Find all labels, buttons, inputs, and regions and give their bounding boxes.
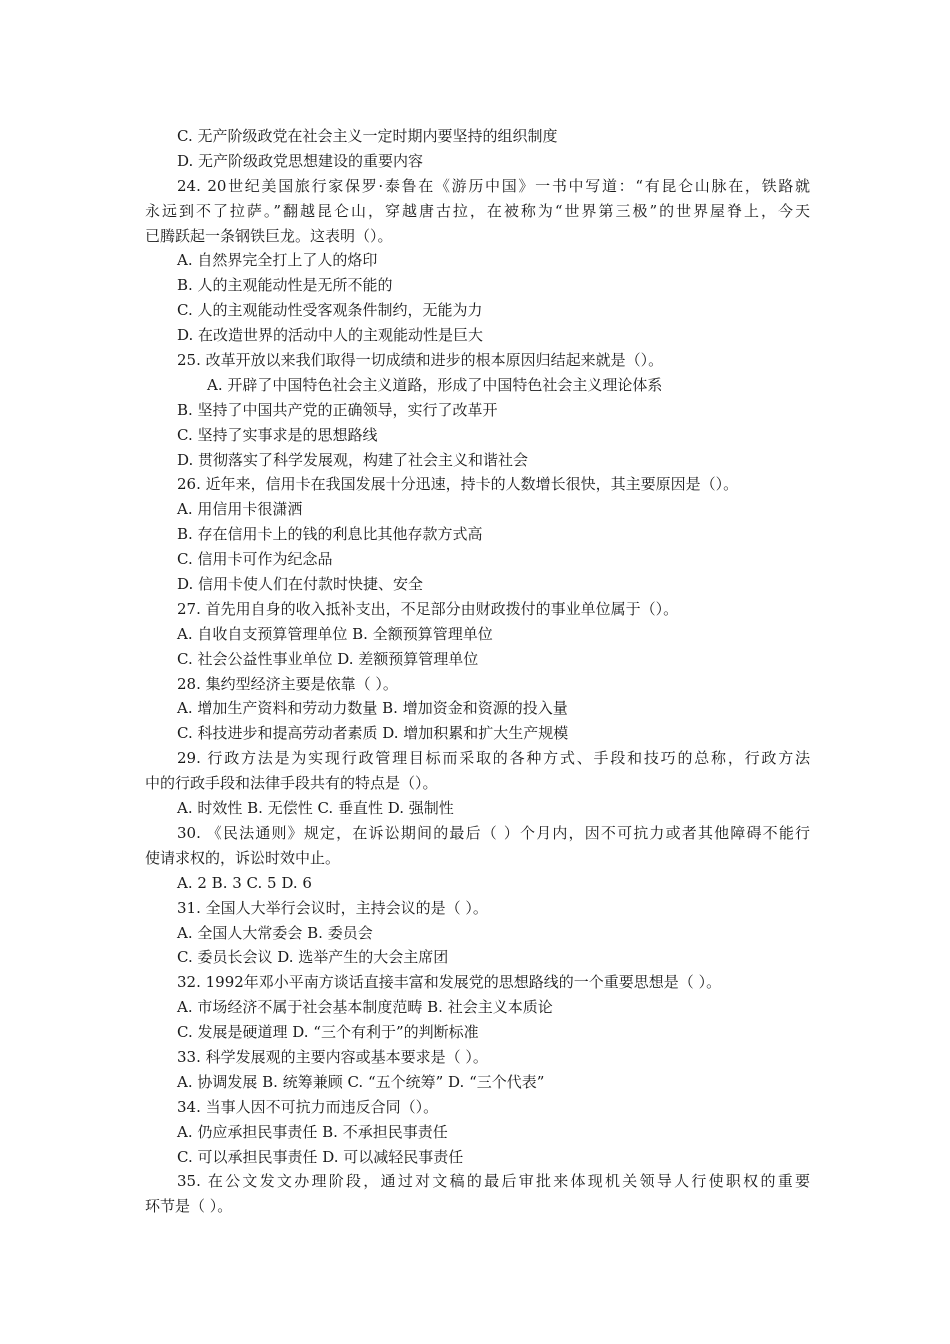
question-32: 32. 1992年邓小平南方谈话直接丰富和发展党的思想路线的一个重要思想是（ ）。 xyxy=(177,973,722,992)
option-line: A. 开辟了中国特色社会主义道路，形成了中国特色社会主义理论体系 xyxy=(207,375,663,394)
option-line: A. 时效性 B. 无偿性 C. 垂直性 D. 强制性 xyxy=(177,799,454,818)
question-30: 30. 《民法通则》规定，在诉讼期间的最后（ ）个月内，因不可抗力或者其他障碍不能行 xyxy=(177,823,810,842)
option-line: C. 科技进步和提高劳动者素质 D. 增加积累和扩大生产规模 xyxy=(177,724,569,743)
option-line: A. 协调发展 B. 统筹兼顾 C. “五个统筹” D. “三个代表” xyxy=(177,1072,545,1091)
question-continuation: 环节是（ ）。 xyxy=(145,1197,233,1216)
option-line: D. 信用卡使人们在付款时快捷、安全 xyxy=(177,575,424,594)
option-line: C. 坚持了实事求是的思想路线 xyxy=(177,425,378,444)
document-page xyxy=(145,124,810,1219)
question-24: 24. 20世纪美国旅行家保罗·泰鲁在《游历中国》一书中写道：“有昆仑山脉在，铁路就 xyxy=(177,176,810,195)
option-line: C. 可以承担民事责任 D. 可以减轻民事责任 xyxy=(177,1147,464,1166)
question-continuation: 永远到不了拉萨。”翻越昆仑山，穿越唐古拉，在被称为“世界第三极”的世界屋脊上，今天 xyxy=(145,201,810,220)
option-line: D. 无产阶级政党思想建设的重要内容 xyxy=(177,151,424,170)
option-line: B. 人的主观能动性是无所不能的 xyxy=(177,276,393,295)
question-26: 26. 近年来，信用卡在我国发展十分迅速，持卡的人数增长很快，其主要原因是（）。 xyxy=(177,475,739,494)
question-34: 34. 当事人因不可抗力而违反合同（）。 xyxy=(177,1097,439,1116)
option-line: A. 自然界完全打上了人的烙印 xyxy=(177,251,378,270)
option-line: A. 全国人大常委会 B. 委员会 xyxy=(177,923,373,942)
option-line: C. 无产阶级政党在社会主义一定时期内要坚持的组织制度 xyxy=(177,127,558,145)
option-line: A. 用信用卡很潇洒 xyxy=(177,500,303,519)
question-continuation: 已腾跃起一条钢铁巨龙。这表明（）。 xyxy=(145,226,393,245)
question-29: 29. 行政方法是为实现行政管理目标而采取的各种方式、手段和技巧的总称，行政方法 xyxy=(177,749,810,768)
option-line: C. 发展是硬道理 D. “三个有利于”的判断标准 xyxy=(177,1023,479,1042)
option-line: A. 增加生产资料和劳动力数量 B. 增加资金和资源的投入量 xyxy=(177,699,568,718)
option-line: C. 人的主观能动性受客观条件制约，无能为力 xyxy=(177,301,483,320)
question-27: 27. 首先用自身的收入抵补支出，不足部分由财政拨付的事业单位属于（）。 xyxy=(177,599,679,618)
question-35: 35. 在公文发文办理阶段，通过对文稿的最后审批来体现机关领导人行使职权的重要 xyxy=(177,1172,810,1191)
option-line: B. 坚持了中国共产党的正确领导，实行了改革开 xyxy=(177,400,498,419)
question-31: 31. 全国人大举行会议时，主持会议的是（ ）。 xyxy=(177,898,488,917)
option-line: D. 贯彻落实了科学发展观，构建了社会主义和谐社会 xyxy=(177,450,529,469)
option-line: C. 信用卡可作为纪念品 xyxy=(177,550,333,569)
question-continuation: 使请求权的，诉讼时效中止。 xyxy=(145,848,341,867)
question-25: 25. 改革开放以来我们取得一切成绩和进步的根本原因归结起来就是（）。 xyxy=(177,351,664,370)
option-line: A. 仍应承担民事责任 B. 不承担民事责任 xyxy=(177,1122,448,1141)
option-line: A. 2 B. 3 C. 5 D. 6 xyxy=(177,873,312,892)
option-line: A. 市场经济不属于社会基本制度范畴 B. 社会主义本质论 xyxy=(177,998,553,1017)
option-line: C. 社会公益性事业单位 D. 差额预算管理单位 xyxy=(177,649,479,668)
question-continuation: 中的行政手段和法律手段共有的特点是（）。 xyxy=(145,774,438,793)
option-line: D. 在改造世界的活动中人的主观能动性是巨大 xyxy=(177,326,484,345)
option-line: C. 委员长会议 D. 选举产生的大会主席团 xyxy=(177,948,449,967)
question-33: 33. 科学发展观的主要内容或基本要求是（ ）。 xyxy=(177,1047,488,1066)
question-28: 28. 集约型经济主要是依靠（ ）。 xyxy=(177,674,398,693)
option-line: B. 存在信用卡上的钱的利息比其他存款方式高 xyxy=(177,525,483,544)
option-line: A. 自收自支预算管理单位 B. 全额预算管理单位 xyxy=(177,624,493,643)
